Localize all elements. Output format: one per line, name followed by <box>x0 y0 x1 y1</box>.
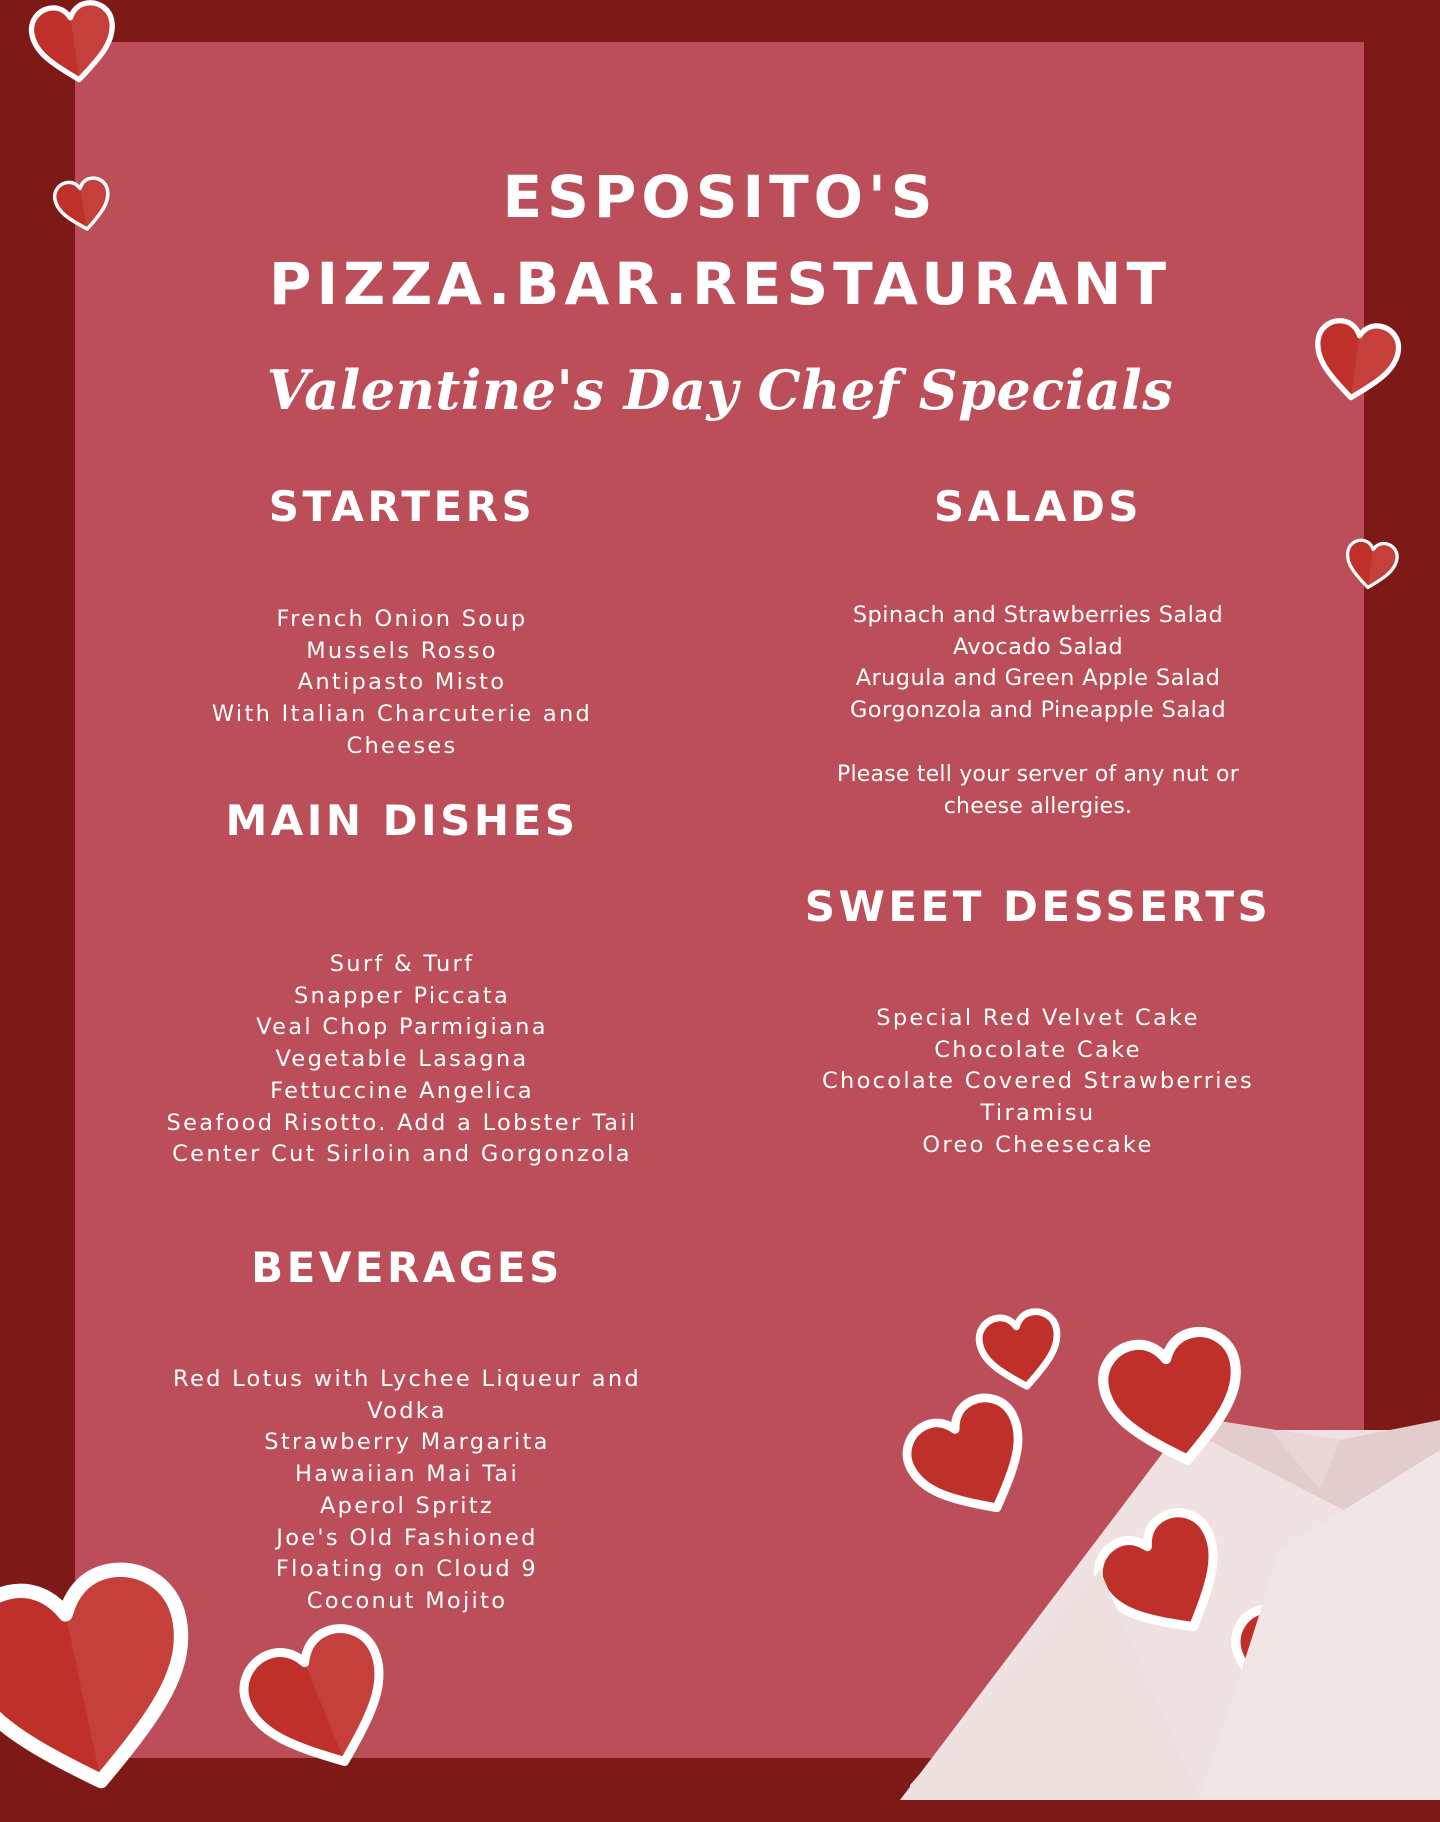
desserts-list <box>718 1003 1358 1162</box>
allergy-note-line1: Please tell your server of any nut or <box>837 762 1239 787</box>
list-item: French Onion Soup <box>276 606 528 632</box>
beverages-heading: BEVERAGES <box>251 1243 563 1292</box>
list-item: Red Lotus with Lychee Liqueur and <box>173 1366 641 1392</box>
main-dishes-heading: MAIN DISHES <box>225 796 579 845</box>
list-item: With Italian Charcuterie and <box>211 701 593 728</box>
list-item: Cheeses <box>346 732 458 759</box>
list-item: Chocolate Cake <box>934 1036 1142 1063</box>
list-item: Vegetable Lasagna <box>275 1046 529 1073</box>
restaurant-tagline: PIZZA.BAR.RESTAURANT <box>268 250 1172 318</box>
starters-heading: STARTERS <box>268 482 536 531</box>
list-item: Aperol Spritz <box>319 1492 495 1519</box>
list-item: Floating on Cloud 9 <box>275 1556 539 1583</box>
list-item: Arugula and Green Apple Salad <box>855 665 1221 692</box>
list-item: Veal Chop Parmigiana <box>256 1014 548 1041</box>
list-item: Antipasto Misto <box>297 669 507 696</box>
list-item: Fettuccine Angelica <box>270 1077 534 1104</box>
main-dishes-list <box>96 949 708 1171</box>
list-item: Snapper Piccata <box>293 982 511 1009</box>
list-item: Chocolate Covered Strawberries <box>822 1068 1254 1095</box>
envelope-icon <box>900 1300 1440 1800</box>
salads-list <box>718 600 1358 727</box>
beverages-list <box>106 1364 708 1618</box>
list-item: Mussels Rosso <box>306 637 498 664</box>
list-item: Center Cut Sirloin and Gorgonzola <box>172 1141 632 1168</box>
list-item: Strawberry Margarita <box>264 1429 550 1456</box>
list-item: Seafood Risotto. Add a Lobster Tail <box>166 1109 638 1136</box>
list-item: Special Red Velvet Cake <box>876 1005 1200 1031</box>
list-item: Coconut Mojito <box>306 1587 508 1614</box>
menu-subtitle: Valentine's Day Chef Specials <box>266 358 1174 422</box>
list-item: Hawaiian Mai Tai <box>294 1461 520 1488</box>
desserts-heading: SWEET DESSERTS <box>804 882 1272 931</box>
starters-list <box>96 604 708 763</box>
restaurant-name: ESPOSITO'S <box>502 163 938 231</box>
left-column <box>96 0 708 1800</box>
allergy-note-line2: cheese allergies. <box>943 794 1133 819</box>
list-item: Oreo Cheesecake <box>922 1131 1154 1158</box>
list-item: Avocado Salad <box>952 633 1124 660</box>
list-item: Vodka <box>367 1397 447 1424</box>
list-item: Surf & Turf <box>329 951 475 977</box>
list-item: Spinach and Strawberries Salad <box>852 602 1224 628</box>
list-item: Tiramisu <box>980 1100 1096 1127</box>
list-item: Joe's Old Fashioned <box>276 1524 538 1551</box>
list-item: Gorgonzola and Pineapple Salad <box>849 697 1227 724</box>
salads-heading: SALADS <box>933 482 1143 531</box>
